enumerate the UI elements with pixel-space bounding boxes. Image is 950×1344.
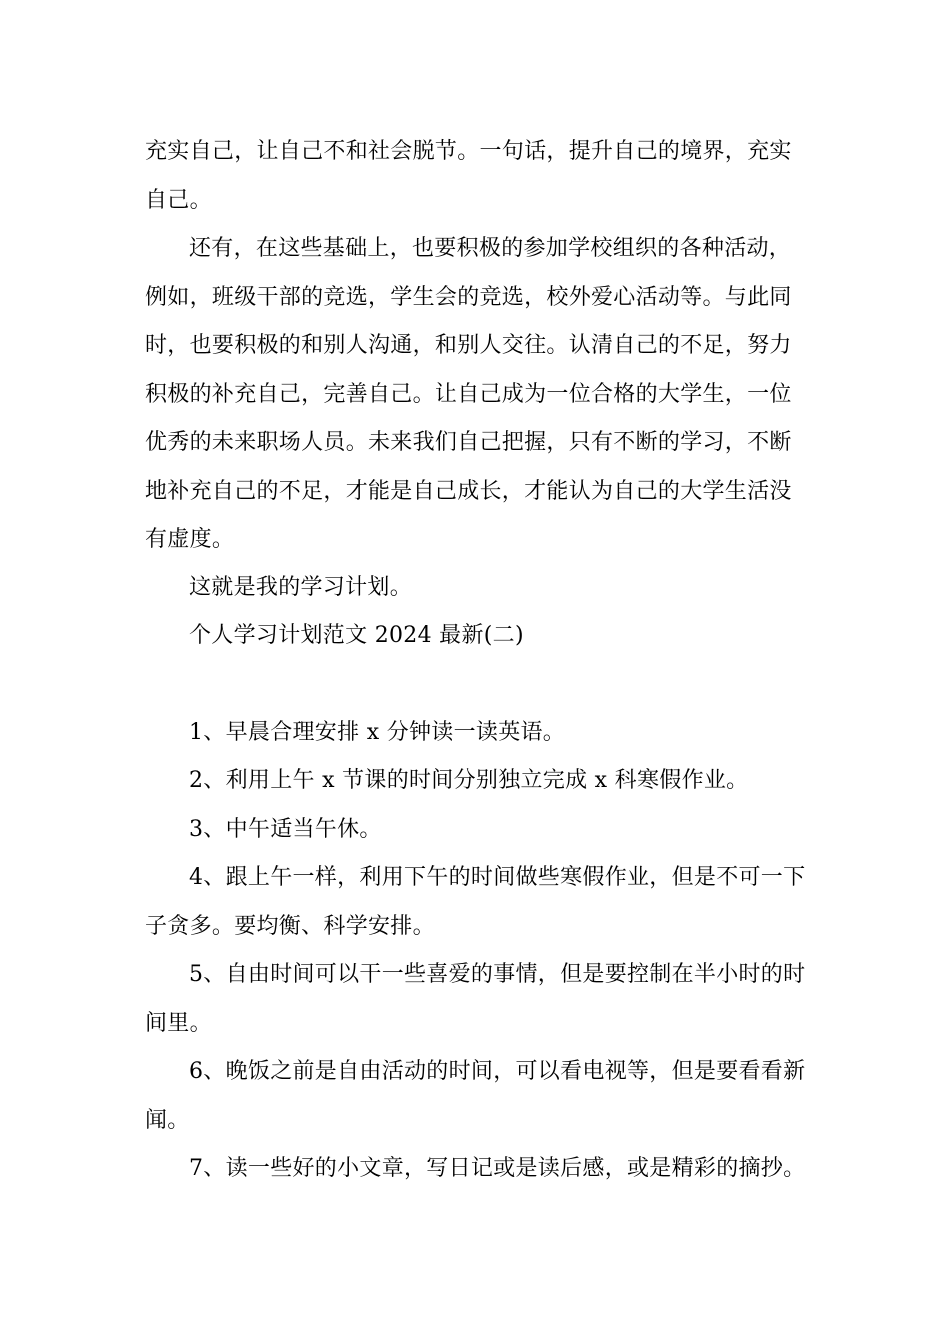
text-line: 充实自己，让自己不和社会脱节。一句话，提升自己的境界，充实 [145, 139, 792, 164]
text-line: 自己。 [145, 187, 212, 213]
text-line: 间里。 [145, 1010, 212, 1036]
text-line: 闻。 [145, 1107, 190, 1133]
text-line: 还有，在这些基础上，也要积极的参加学校组织的各种活动， [189, 236, 792, 261]
text-line: 优秀的未来职场人员。未来我们自己把握，只有不断的学习，不断 [145, 430, 792, 455]
text-line: 3、中午适当午休。 [189, 817, 382, 842]
text-line: 4、跟上午一样，利用下午的时间做些寒假作业，但是不可一下 [189, 865, 806, 890]
text-line: 有虚度。 [145, 527, 235, 552]
text-line: 6、晚饭之前是自由活动的时间，可以看电视等，但是要看看新 [189, 1059, 806, 1084]
paragraph-conclusion [145, 564, 809, 613]
text-line: 7、读一些好的小文章，写日记或是读后感，或是精彩的摘抄。 [189, 1156, 806, 1181]
paragraph-activities [145, 225, 809, 565]
text-line: 积极的补充自己，完善自己。让自己成为一位合格的大学生，一位 [145, 381, 792, 407]
list-item [145, 757, 809, 806]
text-line: 1、早晨合理安排 x 分钟读一读英语。 [189, 720, 566, 745]
heading-text: 个人学习计划范文 2024 最新(二) [189, 623, 524, 648]
section-heading [145, 612, 809, 661]
list-item [145, 951, 809, 1048]
text-line: 这就是我的学习计划。 [189, 575, 413, 600]
list-item [145, 1145, 809, 1194]
text-line: 2、利用上午 x 节课的时间分别独立完成 x 科寒假作业。 [189, 768, 749, 793]
list-item [145, 806, 809, 855]
list-item [145, 1048, 809, 1145]
text-line: 子贪多。要均衡、科学安排。 [145, 913, 435, 939]
text-line: 地补充自己的不足，才能是自己成长，才能认为自己的大学生活没 [145, 478, 792, 504]
text-line: 例如，班级干部的竞选，学生会的竞选，校外爱心活动等。与此同 [145, 284, 792, 310]
text-line: 时，也要积极的和别人沟通，和别人交往。认清自己的不足，努力 [145, 333, 792, 358]
list-item [145, 854, 809, 951]
text-line: 5、自由时间可以干一些喜爱的事情，但是要控制在半小时的时 [189, 962, 806, 987]
list-item [145, 709, 809, 758]
paragraph-continuation [145, 128, 809, 225]
